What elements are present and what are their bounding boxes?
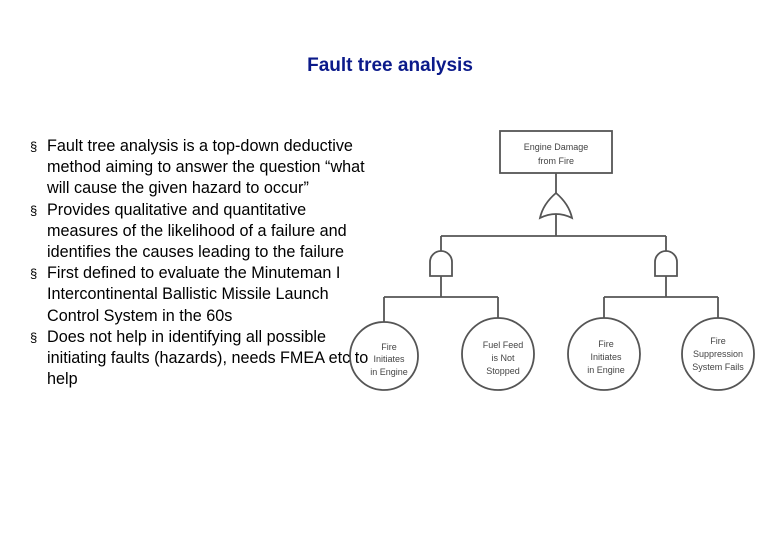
basic-event-3-line-2: Initiates (590, 352, 622, 362)
basic-event-1-line-2: Initiates (373, 354, 405, 364)
basic-event-3-line-3: in Engine (587, 365, 625, 375)
and-gate-left (430, 251, 452, 276)
bullet-item: § Fault tree analysis is a top-down deductive method aiming to answer the question “what will cause the given hazard to occur” (30, 136, 380, 200)
bullet-item: § First defined to evaluate the Minuteman I Intercontinental Ballistic Missile Launch Control System in the 60s (30, 263, 380, 327)
basic-event-3-line-1: Fire (598, 339, 614, 349)
basic-event-1-line-1: Fire (381, 342, 397, 352)
basic-event-1-line-3: in Engine (370, 367, 408, 377)
top-event-box (500, 131, 612, 173)
top-event-label-line-2: from Fire (538, 156, 574, 166)
basic-event-2-line-1: Fuel Feed (482, 340, 524, 350)
basic-event-4-line-2: Suppression (692, 349, 744, 359)
basic-event-2-line-2: is Not (491, 353, 515, 363)
bullet-item: § Does not help in identifying all possible initiating faults (hazards), needs FMEA etc to help (30, 327, 380, 391)
basic-event-4-line-3: System Fails (692, 362, 744, 372)
and-gate-right (655, 251, 677, 276)
basic-event-2-line-3: Stopped (486, 366, 520, 376)
slide-title: Fault tree analysis (307, 55, 473, 76)
bullet-list (30, 136, 380, 390)
top-event-label-line-1: Engine Damage (523, 142, 589, 152)
basic-event-4-line-1: Fire (710, 336, 726, 346)
bullet-item: § Provides qualitative and quantitative measures of the likelihood of a failure and identifies the causes leading to the failure (30, 200, 380, 264)
